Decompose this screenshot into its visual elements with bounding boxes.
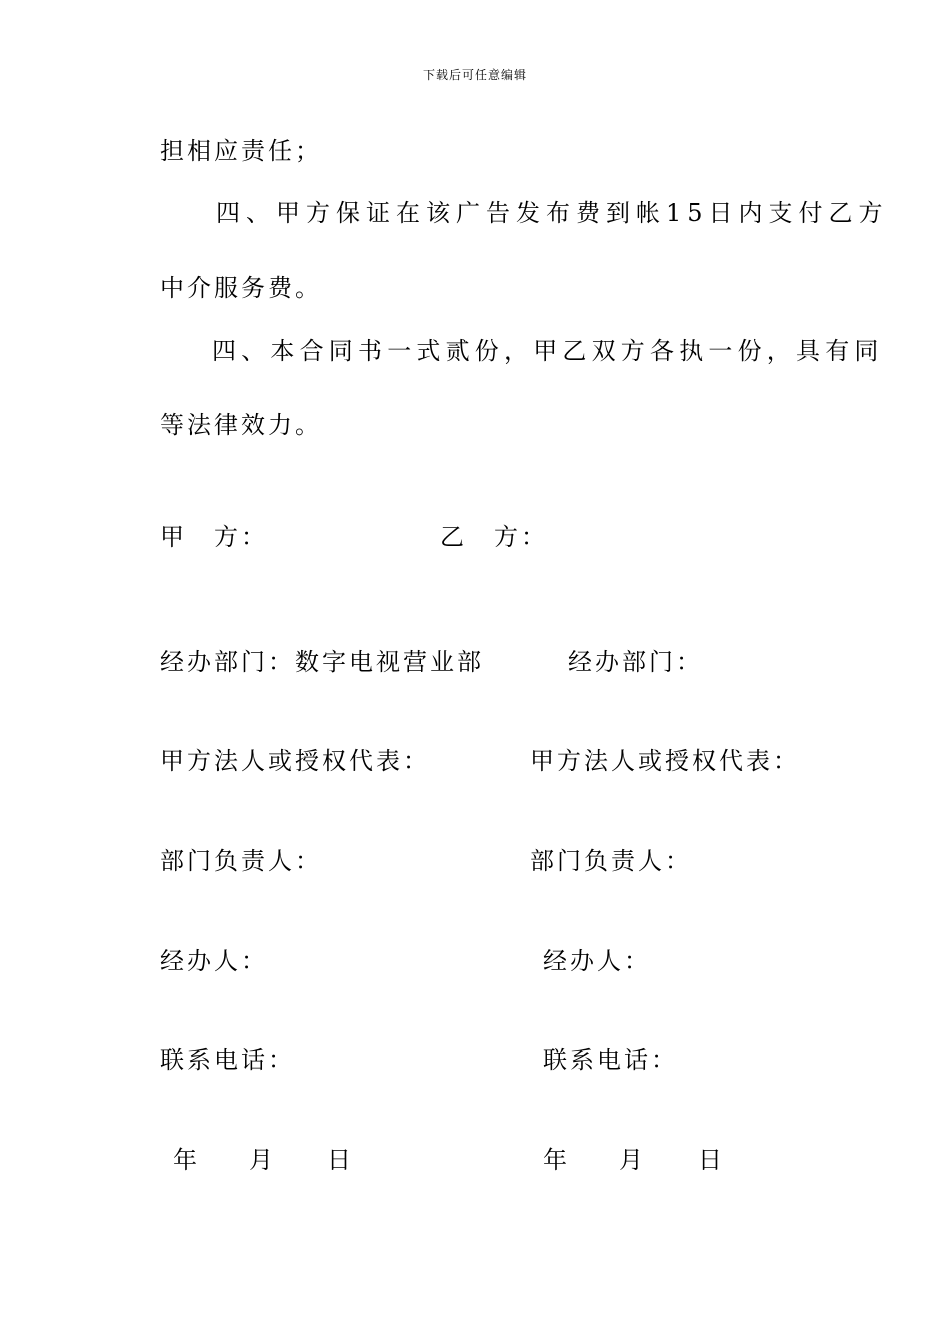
party-b-month: 月 xyxy=(619,1146,646,1174)
body-line-1: 担相应责任； xyxy=(160,137,322,165)
party-a-handler: 经办人： xyxy=(160,947,268,975)
party-b-representative: 甲方法人或授权代表： xyxy=(530,747,800,775)
body-line-2: 四、甲方保证在该广告发布费到帐15日内支付乙方 xyxy=(216,199,889,227)
body-line-4: 四、本合同书一式贰份，甲乙双方各执一份，具有同 xyxy=(212,337,884,365)
party-b-department: 经办部门： xyxy=(568,648,703,676)
party-a-label: 甲 方： xyxy=(160,523,268,551)
party-a-month: 月 xyxy=(249,1146,276,1174)
body-line-5: 等法律效力。 xyxy=(160,411,322,439)
page-header-note: 下载后可任意编辑 xyxy=(422,68,527,82)
party-a-representative: 甲方法人或授权代表： xyxy=(160,747,430,775)
party-a-year: 年 xyxy=(173,1146,200,1174)
party-b-day: 日 xyxy=(698,1146,725,1174)
party-a-dept-head: 部门负责人： xyxy=(160,847,322,875)
body-line-3: 中介服务费。 xyxy=(160,274,322,302)
party-a-phone: 联系电话： xyxy=(160,1046,295,1074)
party-a-department: 经办部门：数字电视营业部 xyxy=(160,648,484,676)
party-b-phone: 联系电话： xyxy=(543,1046,678,1074)
party-b-label: 乙 方： xyxy=(440,523,548,551)
party-b-dept-head: 部门负责人： xyxy=(530,847,692,875)
party-b-handler: 经办人： xyxy=(543,947,651,975)
party-b-year: 年 xyxy=(543,1146,570,1174)
party-a-day: 日 xyxy=(327,1146,354,1174)
